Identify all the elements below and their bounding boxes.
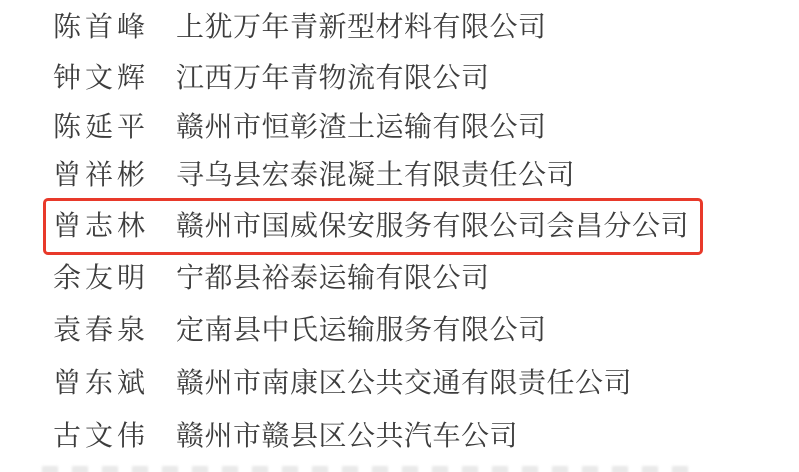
table-row: [0, 415, 799, 459]
person-name: 陈首峰: [53, 12, 150, 43]
company-name: 江西万年青物流有限公司: [176, 63, 490, 94]
person-name: 曾祥彬: [53, 160, 150, 191]
table-row: [0, 154, 799, 198]
table-row: [0, 106, 799, 150]
company-name: 赣州市赣县区公共汽车公司: [176, 421, 519, 452]
company-name: 赣州市国威保安服务有限公司会昌分公司: [176, 211, 690, 242]
company-name: 宁都县裕泰运输有限公司: [176, 263, 490, 294]
company-name: 赣州市恒彰渣土运输有限公司: [176, 112, 547, 143]
company-name: 定南县中氏运输服务有限公司: [176, 315, 547, 346]
company-name: 寻乌县宏泰混凝土有限责任公司: [176, 160, 576, 191]
table-row: [0, 6, 799, 50]
table-row: [0, 205, 799, 249]
table-row: [0, 57, 799, 101]
person-name: 曾东斌: [53, 368, 150, 399]
table-row: [0, 257, 799, 301]
person-name: 陈延平: [53, 112, 150, 143]
person-name: 钟文辉: [53, 63, 150, 94]
company-name: 赣州市南康区公共交通有限责任公司: [176, 368, 633, 399]
table-row: [0, 362, 799, 406]
cut-off-next-row: [42, 466, 692, 472]
person-name: 古文伟: [53, 421, 150, 452]
person-name: 余友明: [53, 263, 150, 294]
table-row: [0, 309, 799, 353]
person-name: 袁春泉: [53, 315, 150, 346]
person-name: 曾志林: [53, 211, 150, 242]
company-name: 上犹万年青新型材料有限公司: [176, 12, 547, 43]
